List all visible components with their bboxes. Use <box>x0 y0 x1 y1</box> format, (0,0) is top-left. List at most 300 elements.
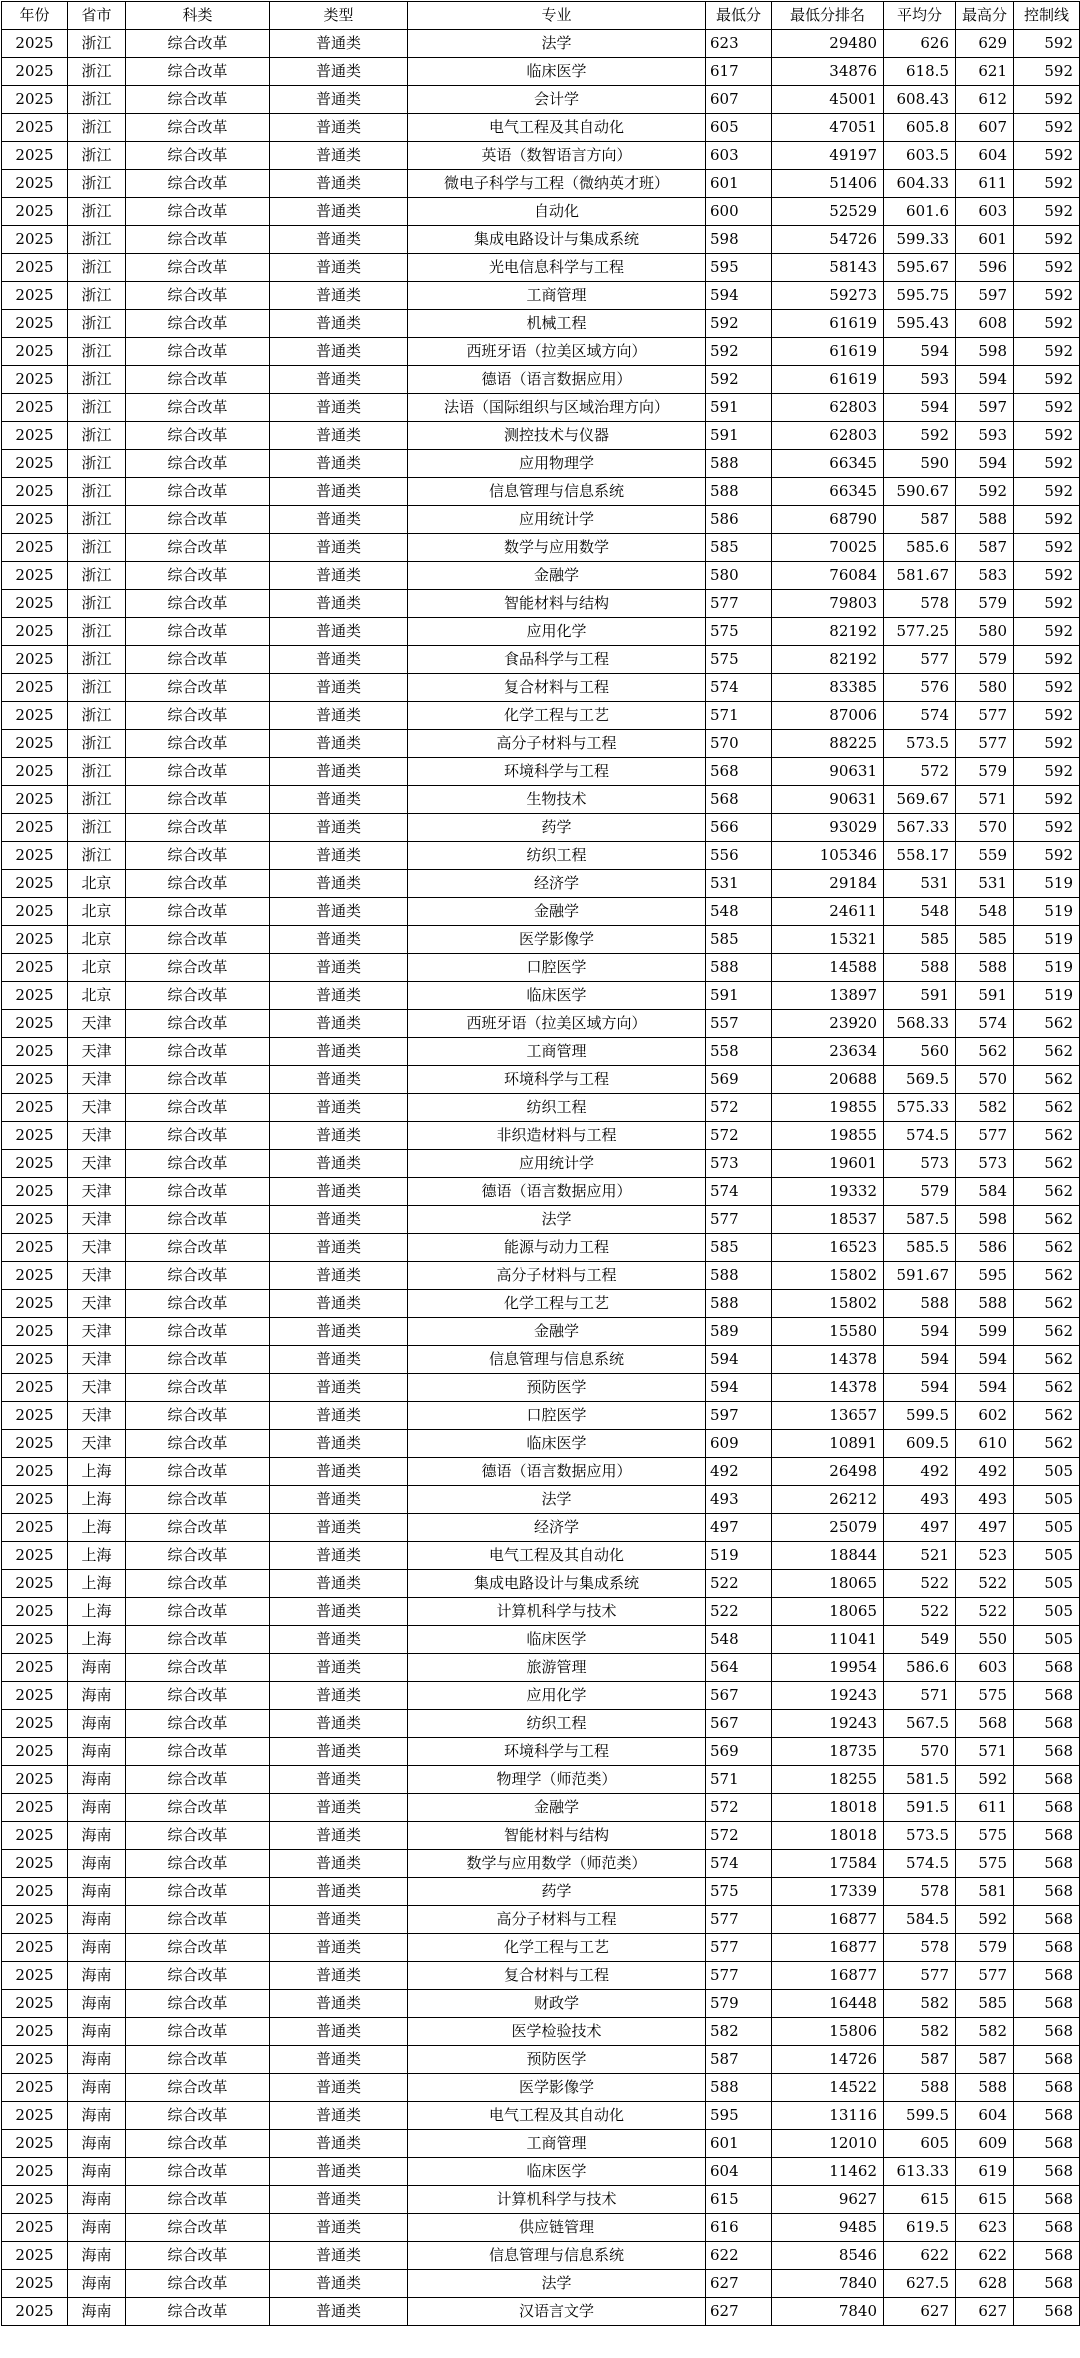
cell-admission-type: 普通类 <box>270 1430 408 1458</box>
cell-subject-category: 综合改革 <box>126 870 270 898</box>
table-row <box>2 1010 1080 1038</box>
table-row <box>2 1542 1080 1570</box>
cell-province: 天津 <box>68 1206 126 1234</box>
cell-subject-category: 综合改革 <box>126 646 270 674</box>
header-avg-score: 平均分 <box>884 2 956 30</box>
cell-control-line: 592 <box>1014 506 1080 534</box>
cell-min-score: 548 <box>706 1626 772 1654</box>
cell-control-line: 592 <box>1014 758 1080 786</box>
cell-subject-category: 综合改革 <box>126 226 270 254</box>
cell-min-score: 557 <box>706 1010 772 1038</box>
cell-min-score: 603 <box>706 142 772 170</box>
cell-admission-type: 普通类 <box>270 646 408 674</box>
cell-province: 北京 <box>68 982 126 1010</box>
cell-avg-score: 587 <box>884 506 956 534</box>
cell-subject-category: 综合改革 <box>126 2270 270 2298</box>
cell-admission-type: 普通类 <box>270 1262 408 1290</box>
cell-max-score: 603 <box>956 198 1014 226</box>
cell-admission-type: 普通类 <box>270 1038 408 1066</box>
cell-min-score-rank: 14378 <box>772 1374 884 1402</box>
cell-min-score: 588 <box>706 478 772 506</box>
cell-avg-score: 622 <box>884 2242 956 2270</box>
table-row <box>2 394 1080 422</box>
cell-subject-category: 综合改革 <box>126 1598 270 1626</box>
table-row <box>2 954 1080 982</box>
cell-avg-score: 594 <box>884 394 956 422</box>
cell-control-line: 568 <box>1014 2018 1080 2046</box>
cell-year: 2025 <box>2 422 68 450</box>
cell-major: 临床医学 <box>408 58 706 86</box>
cell-control-line: 592 <box>1014 562 1080 590</box>
cell-max-score: 629 <box>956 30 1014 58</box>
cell-subject-category: 综合改革 <box>126 954 270 982</box>
cell-major: 信息管理与信息系统 <box>408 2242 706 2270</box>
table-row <box>2 1430 1080 1458</box>
cell-min-score: 580 <box>706 562 772 590</box>
table-row <box>2 898 1080 926</box>
cell-province: 浙江 <box>68 422 126 450</box>
cell-admission-type: 普通类 <box>270 86 408 114</box>
cell-control-line: 568 <box>1014 2074 1080 2102</box>
cell-admission-type: 普通类 <box>270 58 408 86</box>
cell-min-score: 589 <box>706 1318 772 1346</box>
cell-admission-type: 普通类 <box>270 310 408 338</box>
cell-min-score-rank: 13657 <box>772 1402 884 1430</box>
cell-year: 2025 <box>2 1514 68 1542</box>
cell-avg-score: 591.5 <box>884 1794 956 1822</box>
cell-year: 2025 <box>2 730 68 758</box>
cell-avg-score: 595.75 <box>884 282 956 310</box>
cell-min-score-rank: 25079 <box>772 1514 884 1542</box>
cell-avg-score: 595.67 <box>884 254 956 282</box>
cell-min-score-rank: 15806 <box>772 2018 884 2046</box>
cell-major: 工商管理 <box>408 2130 706 2158</box>
cell-min-score-rank: 47051 <box>772 114 884 142</box>
cell-major: 医学影像学 <box>408 926 706 954</box>
cell-year: 2025 <box>2 506 68 534</box>
cell-year: 2025 <box>2 254 68 282</box>
cell-admission-type: 普通类 <box>270 1598 408 1626</box>
cell-admission-type: 普通类 <box>270 1906 408 1934</box>
cell-min-score: 594 <box>706 1346 772 1374</box>
cell-subject-category: 综合改革 <box>126 1570 270 1598</box>
cell-control-line: 592 <box>1014 814 1080 842</box>
table-row <box>2 1738 1080 1766</box>
cell-min-score: 572 <box>706 1822 772 1850</box>
table-row <box>2 1206 1080 1234</box>
cell-year: 2025 <box>2 1458 68 1486</box>
cell-major: 数学与应用数学 <box>408 534 706 562</box>
cell-major: 环境科学与工程 <box>408 1738 706 1766</box>
cell-major: 纺织工程 <box>408 1710 706 1738</box>
cell-min-score: 575 <box>706 646 772 674</box>
cell-min-score: 574 <box>706 1850 772 1878</box>
cell-major: 经济学 <box>408 1514 706 1542</box>
cell-control-line: 505 <box>1014 1486 1080 1514</box>
cell-min-score: 571 <box>706 702 772 730</box>
cell-subject-category: 综合改革 <box>126 1990 270 2018</box>
cell-major: 汉语言文学 <box>408 2298 706 2326</box>
cell-avg-score: 627 <box>884 2298 956 2326</box>
cell-year: 2025 <box>2 2270 68 2298</box>
cell-year: 2025 <box>2 870 68 898</box>
cell-min-score-rank: 18844 <box>772 1542 884 1570</box>
cell-admission-type: 普通类 <box>270 1234 408 1262</box>
table-row <box>2 674 1080 702</box>
cell-major: 环境科学与工程 <box>408 1066 706 1094</box>
cell-major: 高分子材料与工程 <box>408 730 706 758</box>
cell-control-line: 592 <box>1014 590 1080 618</box>
cell-max-score: 497 <box>956 1514 1014 1542</box>
table-row <box>2 562 1080 590</box>
cell-major: 高分子材料与工程 <box>408 1262 706 1290</box>
cell-province: 浙江 <box>68 142 126 170</box>
cell-control-line: 562 <box>1014 1430 1080 1458</box>
cell-province: 上海 <box>68 1598 126 1626</box>
cell-year: 2025 <box>2 1850 68 1878</box>
cell-avg-score: 531 <box>884 870 956 898</box>
cell-avg-score: 613.33 <box>884 2158 956 2186</box>
cell-year: 2025 <box>2 114 68 142</box>
cell-subject-category: 综合改革 <box>126 1122 270 1150</box>
cell-admission-type: 普通类 <box>270 2018 408 2046</box>
cell-year: 2025 <box>2 1962 68 1990</box>
cell-province: 天津 <box>68 1430 126 1458</box>
cell-max-score: 577 <box>956 702 1014 730</box>
cell-min-score-rank: 11462 <box>772 2158 884 2186</box>
cell-subject-category: 综合改革 <box>126 618 270 646</box>
cell-admission-type: 普通类 <box>270 590 408 618</box>
cell-control-line: 562 <box>1014 1094 1080 1122</box>
table-row <box>2 1094 1080 1122</box>
cell-major: 财政学 <box>408 1990 706 2018</box>
cell-major: 西班牙语（拉美区域方向） <box>408 338 706 366</box>
cell-min-score-rank: 17584 <box>772 1850 884 1878</box>
cell-major: 金融学 <box>408 1794 706 1822</box>
cell-min-score: 567 <box>706 1682 772 1710</box>
cell-year: 2025 <box>2 198 68 226</box>
cell-admission-type: 普通类 <box>270 30 408 58</box>
cell-min-score: 492 <box>706 1458 772 1486</box>
cell-year: 2025 <box>2 1346 68 1374</box>
cell-major: 法语（国际组织与区域治理方向） <box>408 394 706 422</box>
cell-subject-category: 综合改革 <box>126 1374 270 1402</box>
cell-province: 海南 <box>68 1682 126 1710</box>
table-row <box>2 58 1080 86</box>
cell-year: 2025 <box>2 478 68 506</box>
cell-min-score-rank: 62803 <box>772 422 884 450</box>
cell-avg-score: 567.5 <box>884 1710 956 1738</box>
cell-province: 北京 <box>68 926 126 954</box>
table-row <box>2 254 1080 282</box>
cell-avg-score: 572 <box>884 758 956 786</box>
cell-major: 化学工程与工艺 <box>408 1934 706 1962</box>
cell-subject-category: 综合改革 <box>126 1430 270 1458</box>
cell-subject-category: 综合改革 <box>126 1206 270 1234</box>
cell-max-score: 580 <box>956 674 1014 702</box>
cell-min-score-rank: 19243 <box>772 1682 884 1710</box>
cell-min-score: 569 <box>706 1738 772 1766</box>
cell-province: 上海 <box>68 1514 126 1542</box>
cell-province: 上海 <box>68 1542 126 1570</box>
cell-min-score-rank: 26498 <box>772 1458 884 1486</box>
admission-score-table <box>1 1 1080 2326</box>
cell-avg-score: 574.5 <box>884 1850 956 1878</box>
table-row <box>2 170 1080 198</box>
cell-admission-type: 普通类 <box>270 1794 408 1822</box>
cell-min-score-rank: 66345 <box>772 478 884 506</box>
cell-year: 2025 <box>2 646 68 674</box>
cell-control-line: 592 <box>1014 422 1080 450</box>
cell-admission-type: 普通类 <box>270 2214 408 2242</box>
cell-min-score-rank: 82192 <box>772 646 884 674</box>
table-row <box>2 1038 1080 1066</box>
cell-major: 机械工程 <box>408 310 706 338</box>
cell-min-score-rank: 12010 <box>772 2130 884 2158</box>
cell-major: 经济学 <box>408 870 706 898</box>
cell-year: 2025 <box>2 1738 68 1766</box>
cell-year: 2025 <box>2 1626 68 1654</box>
cell-min-score-rank: 17339 <box>772 1878 884 1906</box>
cell-max-score: 522 <box>956 1570 1014 1598</box>
cell-subject-category: 综合改革 <box>126 1290 270 1318</box>
cell-avg-score: 590.67 <box>884 478 956 506</box>
cell-year: 2025 <box>2 1262 68 1290</box>
header-max-score: 最高分 <box>956 2 1014 30</box>
cell-avg-score: 573.5 <box>884 1822 956 1850</box>
cell-province: 天津 <box>68 1234 126 1262</box>
cell-min-score-rank: 20688 <box>772 1066 884 1094</box>
cell-avg-score: 587.5 <box>884 1206 956 1234</box>
cell-min-score-rank: 87006 <box>772 702 884 730</box>
cell-min-score-rank: 16877 <box>772 1962 884 1990</box>
cell-year: 2025 <box>2 1794 68 1822</box>
table-row <box>2 1626 1080 1654</box>
cell-subject-category: 综合改革 <box>126 1318 270 1346</box>
cell-major: 高分子材料与工程 <box>408 1906 706 1934</box>
table-row <box>2 1934 1080 1962</box>
cell-min-score-rank: 16877 <box>772 1934 884 1962</box>
cell-year: 2025 <box>2 1178 68 1206</box>
cell-min-score-rank: 34876 <box>772 58 884 86</box>
cell-min-score-rank: 82192 <box>772 618 884 646</box>
cell-province: 上海 <box>68 1458 126 1486</box>
cell-subject-category: 综合改革 <box>126 2074 270 2102</box>
cell-admission-type: 普通类 <box>270 478 408 506</box>
cell-major: 纺织工程 <box>408 1094 706 1122</box>
cell-subject-category: 综合改革 <box>126 562 270 590</box>
cell-avg-score: 570 <box>884 1738 956 1766</box>
cell-avg-score: 521 <box>884 1542 956 1570</box>
cell-control-line: 592 <box>1014 618 1080 646</box>
cell-year: 2025 <box>2 1038 68 1066</box>
cell-province: 浙江 <box>68 226 126 254</box>
cell-admission-type: 普通类 <box>270 2130 408 2158</box>
cell-min-score: 556 <box>706 842 772 870</box>
cell-province: 海南 <box>68 1850 126 1878</box>
cell-min-score-rank: 76084 <box>772 562 884 590</box>
cell-year: 2025 <box>2 2186 68 2214</box>
cell-major: 预防医学 <box>408 1374 706 1402</box>
cell-province: 海南 <box>68 2186 126 2214</box>
cell-province: 天津 <box>68 1122 126 1150</box>
cell-admission-type: 普通类 <box>270 1150 408 1178</box>
cell-major: 智能材料与结构 <box>408 590 706 618</box>
cell-subject-category: 综合改革 <box>126 2046 270 2074</box>
cell-subject-category: 综合改革 <box>126 1654 270 1682</box>
cell-avg-score: 574 <box>884 702 956 730</box>
cell-subject-category: 综合改革 <box>126 1094 270 1122</box>
cell-admission-type: 普通类 <box>270 1654 408 1682</box>
cell-year: 2025 <box>2 758 68 786</box>
cell-max-score: 579 <box>956 590 1014 618</box>
cell-control-line: 568 <box>1014 1934 1080 1962</box>
cell-max-score: 594 <box>956 366 1014 394</box>
cell-subject-category: 综合改革 <box>126 1514 270 1542</box>
cell-year: 2025 <box>2 2158 68 2186</box>
cell-province: 浙江 <box>68 394 126 422</box>
cell-control-line: 592 <box>1014 282 1080 310</box>
cell-min-score-rank: 19243 <box>772 1710 884 1738</box>
cell-year: 2025 <box>2 1290 68 1318</box>
cell-max-score: 581 <box>956 1878 1014 1906</box>
cell-max-score: 523 <box>956 1542 1014 1570</box>
cell-subject-category: 综合改革 <box>126 1738 270 1766</box>
cell-avg-score: 576 <box>884 674 956 702</box>
cell-province: 浙江 <box>68 114 126 142</box>
cell-province: 浙江 <box>68 338 126 366</box>
table-row <box>2 1990 1080 2018</box>
cell-min-score: 519 <box>706 1542 772 1570</box>
cell-year: 2025 <box>2 1094 68 1122</box>
cell-subject-category: 综合改革 <box>126 2298 270 2326</box>
table-row <box>2 758 1080 786</box>
cell-control-line: 568 <box>1014 1682 1080 1710</box>
cell-avg-score: 560 <box>884 1038 956 1066</box>
cell-year: 2025 <box>2 1234 68 1262</box>
cell-avg-score: 578 <box>884 1934 956 1962</box>
cell-major: 临床医学 <box>408 2158 706 2186</box>
cell-province: 天津 <box>68 1150 126 1178</box>
cell-max-score: 615 <box>956 2186 1014 2214</box>
cell-major: 金融学 <box>408 898 706 926</box>
cell-min-score: 522 <box>706 1598 772 1626</box>
cell-control-line: 592 <box>1014 478 1080 506</box>
cell-admission-type: 普通类 <box>270 1934 408 1962</box>
cell-control-line: 592 <box>1014 338 1080 366</box>
cell-control-line: 519 <box>1014 870 1080 898</box>
cell-max-score: 548 <box>956 898 1014 926</box>
cell-min-score: 592 <box>706 366 772 394</box>
cell-min-score: 577 <box>706 1906 772 1934</box>
cell-min-score-rank: 23920 <box>772 1010 884 1038</box>
cell-min-score: 588 <box>706 2074 772 2102</box>
cell-control-line: 592 <box>1014 450 1080 478</box>
cell-min-score-rank: 79803 <box>772 590 884 618</box>
cell-avg-score: 595.43 <box>884 310 956 338</box>
cell-max-score: 584 <box>956 1178 1014 1206</box>
cell-min-score: 605 <box>706 114 772 142</box>
cell-max-score: 599 <box>956 1318 1014 1346</box>
cell-control-line: 592 <box>1014 842 1080 870</box>
cell-avg-score: 522 <box>884 1570 956 1598</box>
cell-control-line: 562 <box>1014 1346 1080 1374</box>
cell-max-score: 592 <box>956 1906 1014 1934</box>
cell-province: 海南 <box>68 1738 126 1766</box>
cell-admission-type: 普通类 <box>270 2242 408 2270</box>
cell-admission-type: 普通类 <box>270 2074 408 2102</box>
cell-subject-category: 综合改革 <box>126 1402 270 1430</box>
cell-min-score-rank: 19332 <box>772 1178 884 1206</box>
cell-control-line: 592 <box>1014 674 1080 702</box>
table-row <box>2 142 1080 170</box>
cell-province: 天津 <box>68 1318 126 1346</box>
cell-max-score: 585 <box>956 1990 1014 2018</box>
cell-avg-score: 594 <box>884 1318 956 1346</box>
cell-province: 浙江 <box>68 618 126 646</box>
cell-avg-score: 615 <box>884 2186 956 2214</box>
cell-major: 供应链管理 <box>408 2214 706 2242</box>
cell-year: 2025 <box>2 1654 68 1682</box>
cell-year: 2025 <box>2 1010 68 1038</box>
cell-avg-score: 585 <box>884 926 956 954</box>
cell-max-score: 492 <box>956 1458 1014 1486</box>
cell-year: 2025 <box>2 1570 68 1598</box>
header-subject-category: 科类 <box>126 2 270 30</box>
cell-major: 金融学 <box>408 562 706 590</box>
table-row <box>2 2102 1080 2130</box>
cell-max-score: 582 <box>956 1094 1014 1122</box>
cell-subject-category: 综合改革 <box>126 1710 270 1738</box>
table-row <box>2 450 1080 478</box>
cell-admission-type: 普通类 <box>270 2102 408 2130</box>
cell-province: 天津 <box>68 1094 126 1122</box>
cell-province: 浙江 <box>68 478 126 506</box>
cell-max-score: 602 <box>956 1402 1014 1430</box>
cell-year: 2025 <box>2 1822 68 1850</box>
header-year: 年份 <box>2 2 68 30</box>
table-row <box>2 2298 1080 2326</box>
cell-province: 海南 <box>68 1962 126 1990</box>
cell-province: 海南 <box>68 1766 126 1794</box>
cell-control-line: 505 <box>1014 1458 1080 1486</box>
cell-admission-type: 普通类 <box>270 898 408 926</box>
cell-subject-category: 综合改革 <box>126 254 270 282</box>
cell-min-score: 568 <box>706 786 772 814</box>
cell-max-score: 570 <box>956 814 1014 842</box>
cell-max-score: 573 <box>956 1150 1014 1178</box>
cell-year: 2025 <box>2 282 68 310</box>
cell-province: 天津 <box>68 1402 126 1430</box>
cell-year: 2025 <box>2 2018 68 2046</box>
cell-subject-category: 综合改革 <box>126 898 270 926</box>
cell-control-line: 592 <box>1014 30 1080 58</box>
cell-min-score-rank: 24611 <box>772 898 884 926</box>
cell-subject-category: 综合改革 <box>126 1766 270 1794</box>
cell-year: 2025 <box>2 1598 68 1626</box>
cell-major: 临床医学 <box>408 982 706 1010</box>
cell-avg-score: 569.5 <box>884 1066 956 1094</box>
cell-control-line: 568 <box>1014 1710 1080 1738</box>
cell-admission-type: 普通类 <box>270 1402 408 1430</box>
cell-avg-score: 548 <box>884 898 956 926</box>
cell-major: 会计学 <box>408 86 706 114</box>
cell-avg-score: 609.5 <box>884 1430 956 1458</box>
cell-province: 海南 <box>68 2158 126 2186</box>
cell-avg-score: 577 <box>884 646 956 674</box>
cell-control-line: 568 <box>1014 2298 1080 2326</box>
cell-avg-score: 587 <box>884 2046 956 2074</box>
